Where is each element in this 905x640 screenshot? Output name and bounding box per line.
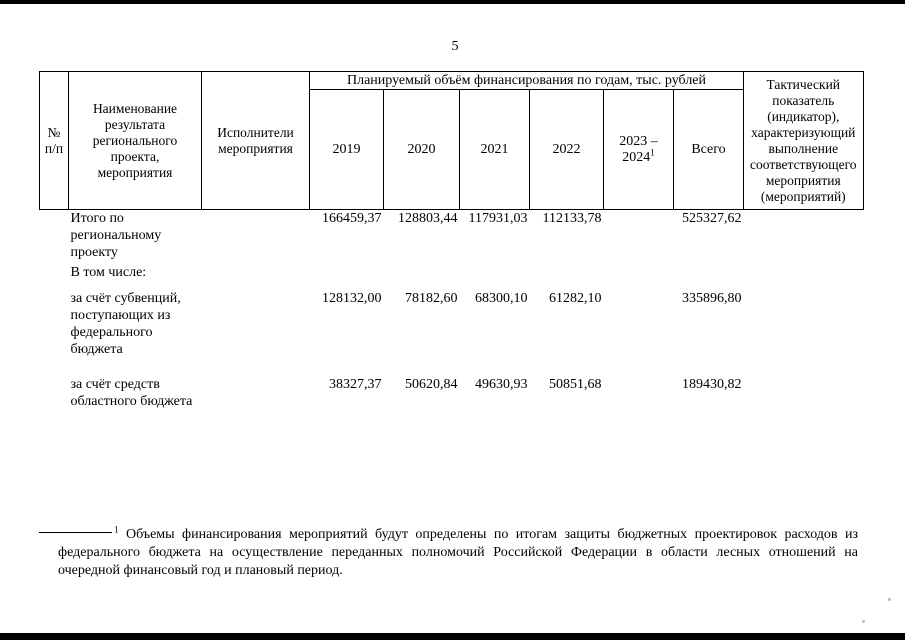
row-executors — [202, 210, 310, 264]
row-executors — [202, 376, 310, 416]
row-name: В том числе: — [70, 264, 147, 280]
cell-2021: 117931,03 — [468, 211, 528, 226]
row-executors — [202, 290, 310, 376]
row-indicator — [744, 376, 864, 416]
cell-2020: 78182,60 — [405, 290, 458, 306]
header-total: Всего — [674, 90, 744, 210]
header-year-2022: 2022 — [530, 90, 604, 210]
cell-total: 335896,80 — [682, 290, 742, 306]
header-year-2023-2024 — [604, 90, 674, 210]
cell-2023-2024 — [604, 264, 674, 290]
cell-2023-2024 — [604, 376, 674, 416]
row-indicator — [744, 264, 864, 290]
table-row — [40, 264, 864, 290]
table-row — [40, 290, 864, 376]
header-indicator: Тактический показатель (индикатор), характеризующий выполнение соответствующего мероприятия (мероприятий) — [744, 72, 864, 210]
cell-2020: 128803,44 — [398, 211, 458, 226]
cell-2019 — [310, 264, 384, 290]
cell-2022: 61282,10 — [549, 290, 602, 306]
footnote-marker: 1 — [114, 524, 119, 535]
scan-speck — [888, 598, 891, 601]
cell-2022: 50851,68 — [549, 376, 602, 392]
bottom-border — [0, 633, 905, 640]
header-executors: Исполнители мероприятия — [202, 72, 310, 210]
header-year-2023-2024-label: 2023 – 2024 — [619, 133, 658, 165]
cell-2021: 49630,93 — [475, 376, 528, 392]
row-name: Итого по региональному проекту — [70, 211, 162, 260]
page-number: 5 — [451, 39, 459, 54]
footnote — [58, 526, 858, 580]
header-number: № п/п — [40, 72, 69, 210]
row-name: за счёт средств областного бюджета — [70, 376, 193, 409]
cell-2019: 128132,00 — [322, 290, 382, 306]
row-name: за счёт субвенций, поступающих из федерального бюджета — [70, 290, 181, 357]
row-indicator — [744, 210, 864, 264]
row-number — [40, 376, 69, 416]
footnote-text: Объемы финансирования мероприятий будут определены по итогам защиты бюджетных проектировок расходов из федерального бюджета на осуществление переданных полномочий Российской Федерации в области лесных отношений на очередной финансовый год и плановый период. — [58, 527, 858, 578]
header-name: Наименование результата регионального проекта, мероприятия — [69, 72, 202, 210]
header-financing-group: Планируемый объём финансирования по годам, тыс. рублей — [310, 72, 744, 90]
top-border — [0, 0, 905, 4]
cell-total: 525327,62 — [682, 211, 742, 226]
cell-2021: 68300,10 — [475, 290, 528, 306]
cell-2020 — [384, 264, 460, 290]
cell-total: 189430,82 — [682, 376, 742, 392]
cell-2023-2024 — [604, 210, 674, 264]
cell-2020: 50620,84 — [405, 376, 458, 392]
header-year-2021: 2021 — [460, 90, 530, 210]
cell-2019: 166459,37 — [322, 211, 382, 226]
scan-speck — [862, 620, 865, 623]
cell-total — [674, 264, 744, 290]
table-row — [40, 210, 864, 264]
row-executors — [202, 264, 310, 290]
financing-table — [39, 71, 864, 416]
cell-2021 — [460, 264, 530, 290]
cell-2023-2024 — [604, 290, 674, 376]
header-year-2019: 2019 — [310, 90, 384, 210]
table-row — [40, 376, 864, 416]
row-number — [40, 290, 69, 376]
cell-2022: 112133,78 — [542, 211, 602, 226]
cell-2019: 38327,37 — [329, 376, 382, 392]
header-year-2020: 2020 — [384, 90, 460, 210]
cell-2022 — [530, 264, 604, 290]
row-number — [40, 264, 69, 290]
header-footnote-marker: 1 — [650, 146, 655, 157]
row-indicator — [744, 290, 864, 376]
row-number — [40, 210, 69, 264]
